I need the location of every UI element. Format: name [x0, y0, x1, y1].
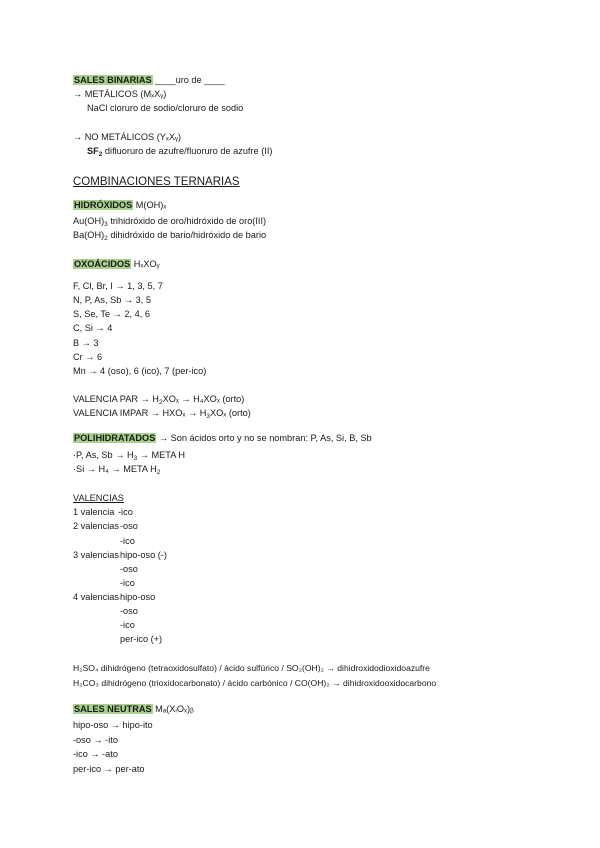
oxoacidos-formula: HₓXOᵧ — [131, 259, 160, 269]
au-oh-sub: 3 — [104, 221, 108, 228]
no-metalicos-line: → NO METÁLICOS (YₓXᵧ) — [73, 132, 182, 142]
oxoacidos-line — [73, 258, 160, 270]
polihidratados-heading: POLIHIDRATADOS — [74, 433, 156, 443]
valence-row: Cr → 6 — [73, 352, 103, 362]
valence-row: Mn → 4 (oso), 6 (ico), 7 (per-ico) — [73, 366, 207, 376]
valencia-impar-b: XOₓ (orto) — [210, 408, 251, 418]
no-metalicos-example-text: difluoruro de azufre/fluoruro de azufre (II) — [102, 146, 273, 156]
meta-line-2-a: ·Si → H₄ → META H — [73, 464, 157, 474]
valence-row: F, Cl, Br, I → 1, 3, 5, 7 — [73, 281, 163, 291]
sales-binarias-pattern: ____uro de ____ — [155, 75, 225, 85]
oxoacidos-heading: OXOÁCIDOS — [74, 259, 131, 269]
valencia-impar-a: VALENCIA IMPAR → HXOₓ → H — [73, 408, 207, 418]
valencias-row-label: 3 valencias — [73, 550, 119, 560]
hidroxidos-line — [73, 199, 166, 211]
valencias-row-value: -oso — [120, 606, 138, 616]
valencias-row-label: 2 valencias — [73, 521, 119, 531]
valencias-row-value: hipo-oso — [120, 592, 156, 602]
valence-row: B → 3 — [73, 338, 99, 348]
ba-oh-text: dihidróxido de bario/hidróxido de bario — [107, 230, 267, 240]
valencia-impar-sub: 3 — [206, 413, 210, 420]
meta-line-1 — [73, 449, 185, 461]
sales-neutras-line — [73, 703, 194, 715]
sales-neutras-formula: Mₐ(XᵢOₓ)ᵦ — [152, 704, 194, 714]
valencia-par — [73, 393, 244, 405]
suffix-rule: per-ico → per-ato — [73, 764, 145, 774]
metalicos-line: → METÁLICOS (MₓXᵧ) — [73, 89, 167, 99]
valence-row: S, Se, Te → 2, 4, 6 — [73, 309, 150, 319]
valencias-row-value: hipo-oso (-) — [120, 550, 167, 560]
formula-sf-sub: 2 — [98, 151, 103, 158]
ba-oh: Ba(OH) — [73, 230, 105, 240]
valencias-row-value: per-ico (+) — [120, 634, 163, 644]
valencias-row-label: 4 valencias — [73, 592, 119, 602]
valencia-par-a: VALENCIA PAR → H — [73, 394, 159, 404]
hidroxidos-example-2 — [73, 229, 266, 241]
metalicos-example: NaCl cloruro de sodio/cloruro de sodio — [87, 103, 244, 113]
example-sulfuric: H₂SO₄ dihidrógeno (tetraoxidosulfato) / ácido sulfúrico / SO₂(OH)₂ → dihidroxidodioxidoazufre — [73, 663, 430, 673]
valencias-title: VALENCIAS — [73, 493, 124, 503]
valencias-row-value: -ico — [120, 620, 135, 630]
hidroxidos-formula: M(OH)ₓ — [133, 200, 167, 210]
valence-row: N, P, As, Sb → 3, 5 — [73, 295, 151, 305]
valencia-impar — [73, 407, 251, 419]
meta-line-1-b: → META H — [137, 450, 186, 460]
valencias-row-label: 1 valencia — [73, 507, 115, 517]
ba-oh-sub: 2 — [104, 235, 108, 242]
polihidratados-line — [73, 432, 372, 444]
valence-row: C, Si → 4 — [73, 323, 113, 333]
suffix-rule: -ico → -ato — [73, 749, 118, 759]
valencias-row-value: -ico — [118, 507, 133, 517]
suffix-rule: hipo-oso → hipo-ito — [73, 720, 153, 730]
example-carbonic: H₂CO₃ dihidrógeno (trioxidocarbonato) / ácido carbónico / CO(OH)₂ → dihidroxidooxidocarbono — [73, 678, 437, 688]
suffix-rule: -oso → -ito — [73, 735, 118, 745]
sales-neutras-heading: SALES NEUTRAS — [74, 704, 152, 714]
au-oh-text: trihidróxido de oro/hidróxido de oro(III) — [107, 216, 267, 226]
valencias-row-value: -ico — [120, 536, 135, 546]
valencia-par-b: XOₓ → H₄XOₓ (orto) — [162, 394, 245, 404]
sales-binarias-heading: SALES BINARIAS — [74, 75, 152, 85]
ternarias-title: COMBINACIONES TERNARIAS — [73, 176, 240, 188]
meta-line-1-a: ·P, As, Sb → H — [73, 450, 134, 460]
valencias-row-value: -ico — [120, 578, 135, 588]
meta-line-1-sub: 3 — [133, 455, 138, 462]
hidroxidos-example-1 — [73, 215, 266, 227]
hidroxidos-heading: HIDRÓXIDOS — [74, 200, 133, 210]
meta-line-2-sub: 2 — [156, 469, 161, 476]
sales-binarias-line — [73, 74, 225, 86]
valencias-row-value: -oso — [120, 564, 138, 574]
polihidratados-text: → Son ácidos orto y no se nombran: P, As, Si, B, Sb — [156, 433, 372, 443]
valencia-par-sub: 2 — [158, 399, 163, 406]
no-metalicos-example — [87, 145, 272, 157]
au-oh: Au(OH) — [73, 216, 105, 226]
valencias-row-value: -oso — [120, 521, 138, 531]
formula-sf: SF — [87, 146, 99, 156]
meta-line-2 — [73, 463, 160, 475]
